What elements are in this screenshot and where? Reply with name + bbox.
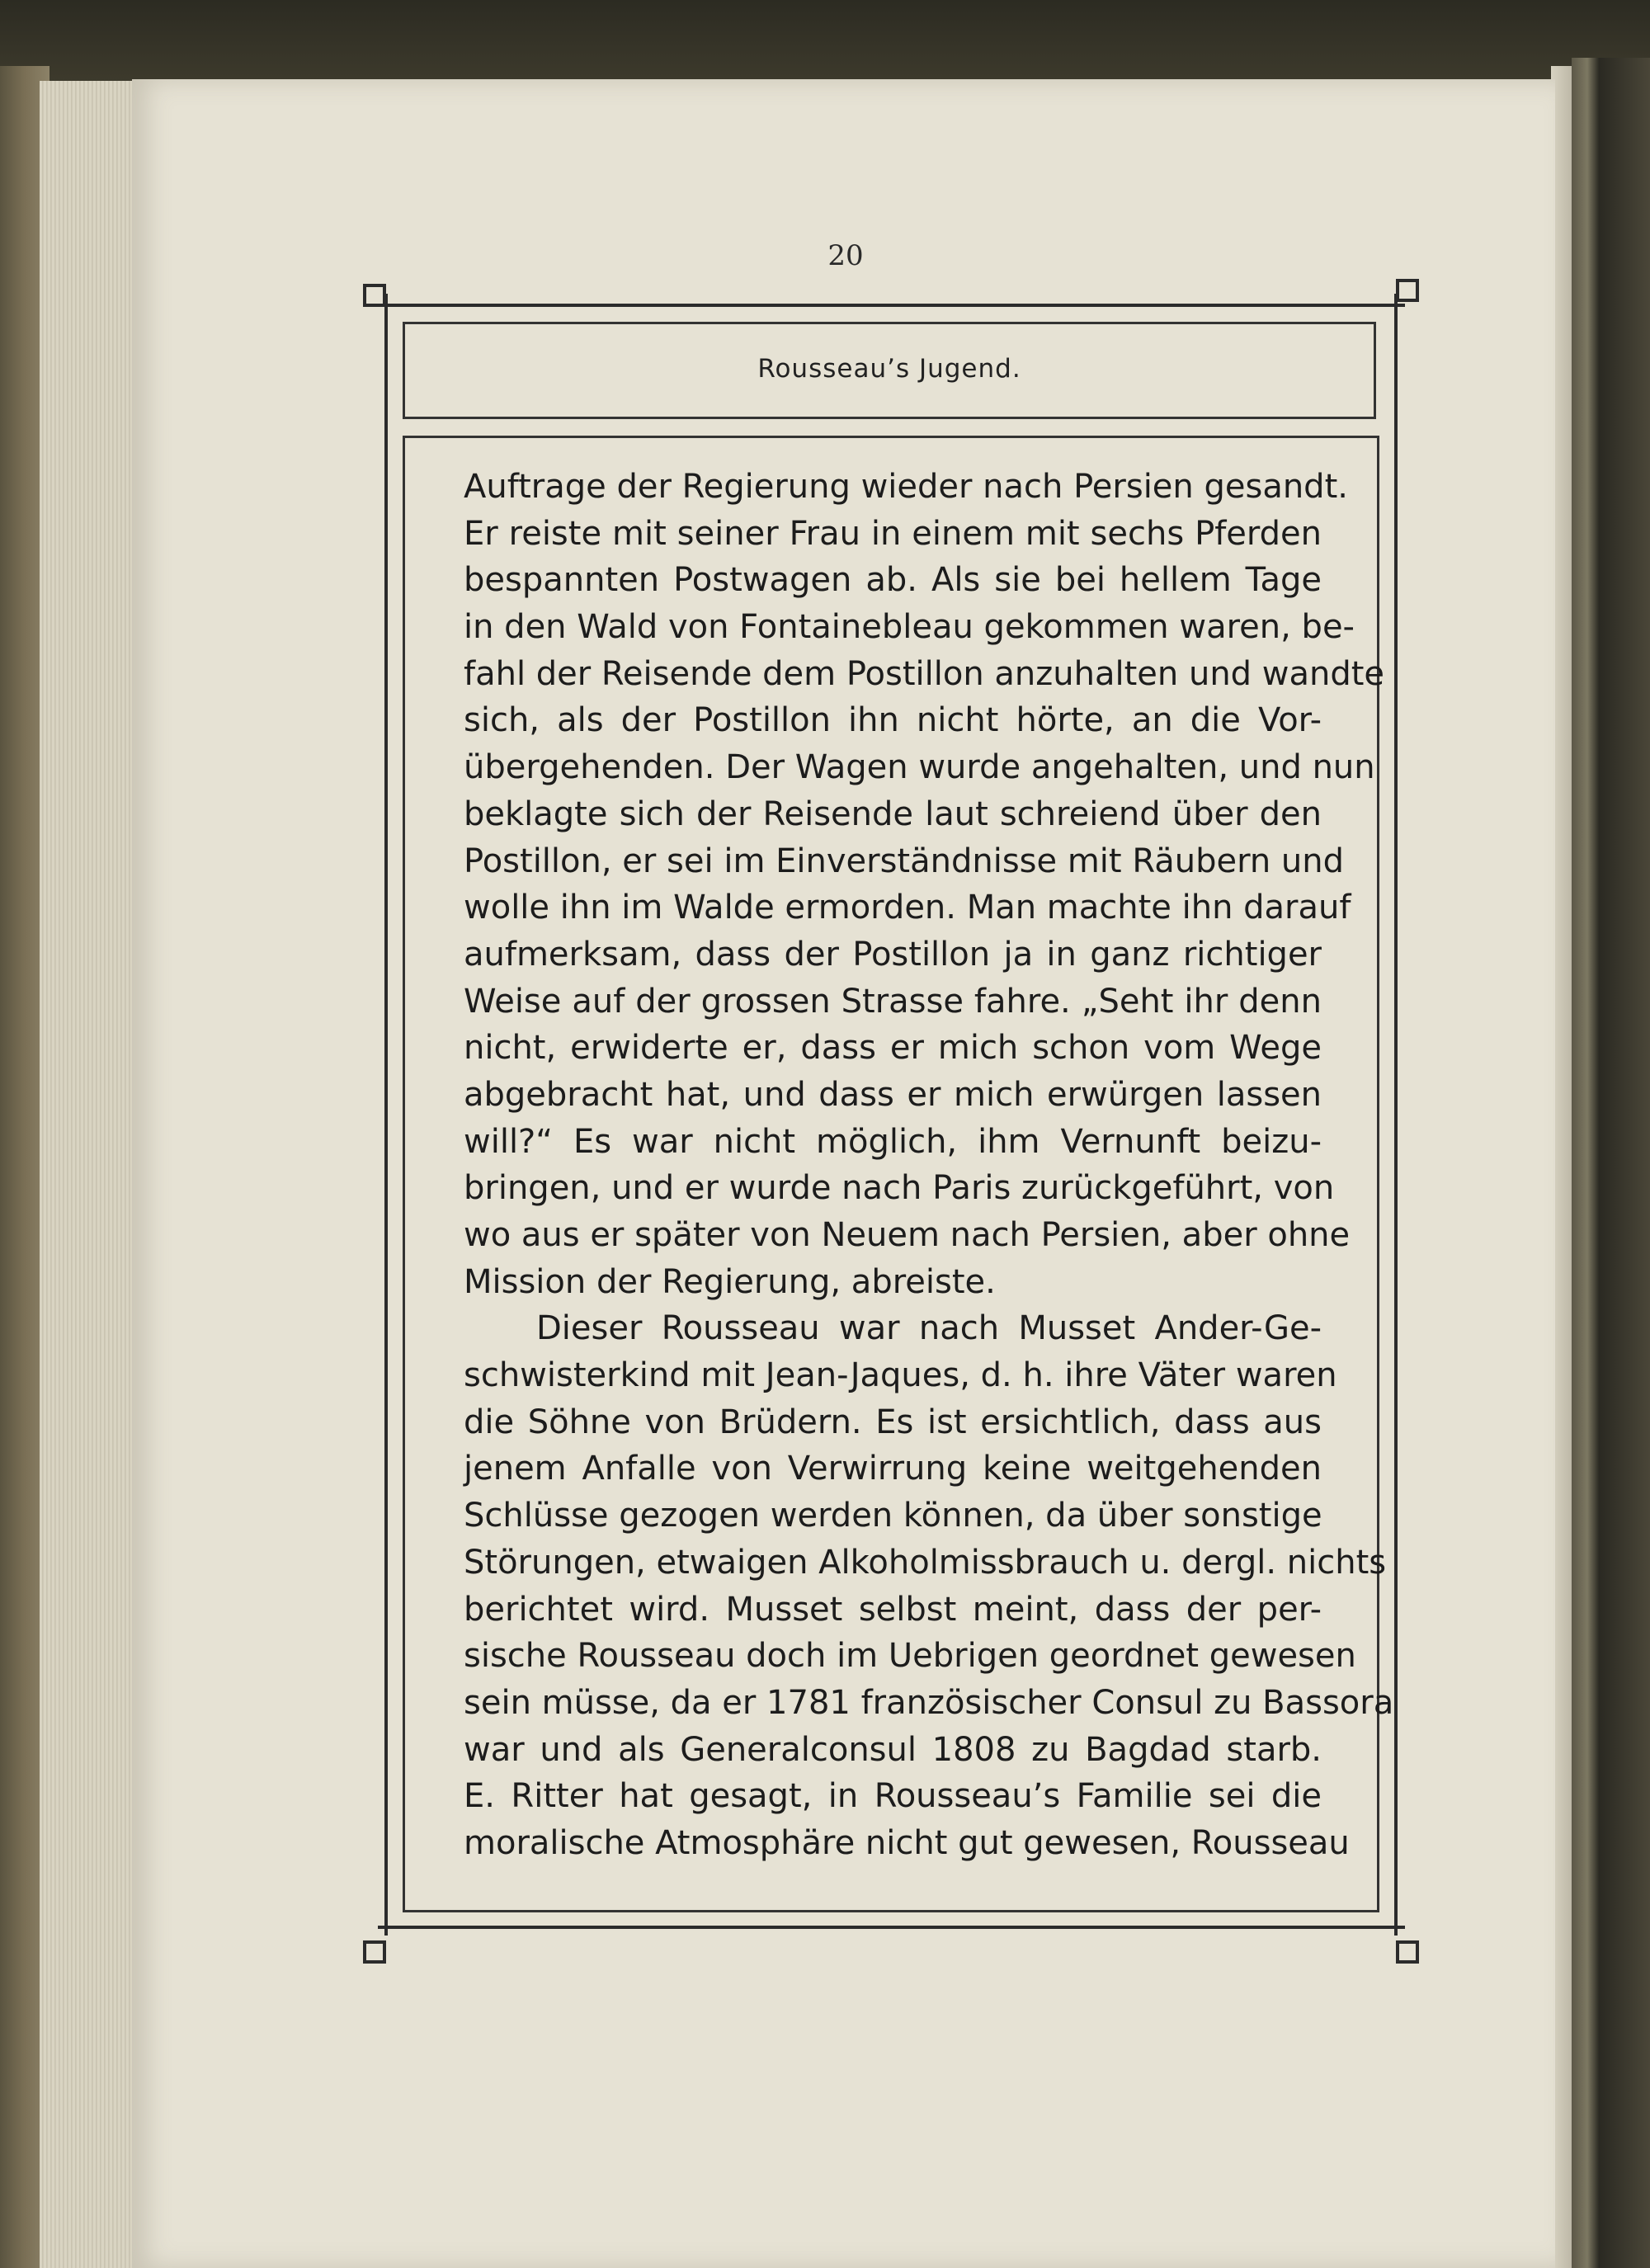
text-line: bespannten Postwagen ab. Als sie bei hellem Tage (464, 561, 1322, 600)
corner-ornament-top-left (363, 284, 386, 307)
text-line: bringen, und er wurde nach Paris zurückgeführt, von (464, 1169, 1335, 1208)
text-line: wo aus er später von Neuem nach Persien, aber ohne (464, 1216, 1351, 1254)
text-line: jenem Anfalle von Verwirrung keine weitgehenden (464, 1450, 1322, 1488)
text-line: abgebracht hat, und dass er mich erwürgen lassen (464, 1075, 1322, 1114)
text-line: will?“ Es war nicht möglich, ihm Vernunft beizu- (464, 1122, 1322, 1161)
text-line: Dieser Rousseau war nach Musset Ander-Ge- (536, 1309, 1322, 1348)
text-line: wolle ihn im Walde ermorden. Man machte ihn darauf (464, 889, 1351, 927)
frame-right-rule (1394, 294, 1398, 1936)
corner-ornament-bottom-left (363, 1940, 386, 1964)
text-line: die Söhne von Brüdern. Es ist ersichtlich, dass aus (464, 1403, 1322, 1441)
text-line: Mission der Regierung, abreiste. (464, 1262, 996, 1301)
text-line: Störungen, etwaigen Alkoholmissbrauch u. dergl. nichts (464, 1543, 1387, 1582)
frame-left-rule (384, 294, 388, 1936)
text-line: Schlüsse gezogen werden können, da über sonstige (464, 1497, 1322, 1535)
text-line: in den Wald von Fontainebleau gekommen waren, be- (464, 608, 1355, 647)
page-stack-edge (40, 81, 147, 2268)
text-line: E. Ritter hat gesagt, in Rousseau’s Familie sei die (464, 1777, 1322, 1816)
text-line: nicht, erwiderte er, dass er mich schon vom Wege (464, 1029, 1322, 1068)
text-line: aufmerksam, dass der Postillon ja in ganz richtiger (464, 935, 1322, 974)
text-line: Weise auf der grossen Strasse fahre. „Seht ihr denn (464, 982, 1322, 1021)
text-line: sein müsse, da er 1781 französischer Consul zu Bassora (464, 1683, 1394, 1722)
text-line: moralische Atmosphäre nicht gut gewesen, Rousseau (464, 1823, 1350, 1862)
running-head-box (403, 322, 1376, 419)
text-line: beklagte sich der Reisende laut schreiend über den (464, 795, 1322, 833)
text-line: fahl der Reisende dem Postillon anzuhalten und wandte (464, 654, 1385, 693)
text-line: sische Rousseau doch im Uebrigen geordnet gewesen (464, 1637, 1356, 1676)
text-line: schwisterkind mit Jean-Jaques, d. h. ihre Väter waren (464, 1356, 1337, 1395)
text-line: Postillon, er sei im Einverständnisse mit Räubern und (464, 842, 1344, 880)
text-line: sich, als der Postillon ihn nicht hörte, an die Vor- (464, 701, 1322, 740)
book-binding-right (1572, 58, 1650, 2268)
page-number: 20 (827, 239, 864, 272)
text-line: war und als Generalconsul 1808 zu Bagdad starb. (464, 1730, 1322, 1769)
running-head: Rousseau’s Jugend. (757, 354, 1021, 384)
text-line: Er reiste mit seiner Frau in einem mit sechs Pferden (464, 514, 1322, 553)
frame-top-rule (378, 304, 1405, 307)
text-line: Auftrage der Regierung wieder nach Persien gesandt. (464, 468, 1348, 506)
frame-bottom-rule (378, 1926, 1405, 1929)
corner-ornament-top-right (1396, 279, 1419, 302)
book-cover-top (0, 0, 1650, 83)
text-line: berichtet wird. Musset selbst meint, dass der per- (464, 1590, 1322, 1629)
corner-ornament-bottom-right (1396, 1940, 1419, 1964)
text-line: übergehenden. Der Wagen wurde angehalten, und nun (464, 748, 1375, 787)
body-text (464, 464, 1394, 1867)
